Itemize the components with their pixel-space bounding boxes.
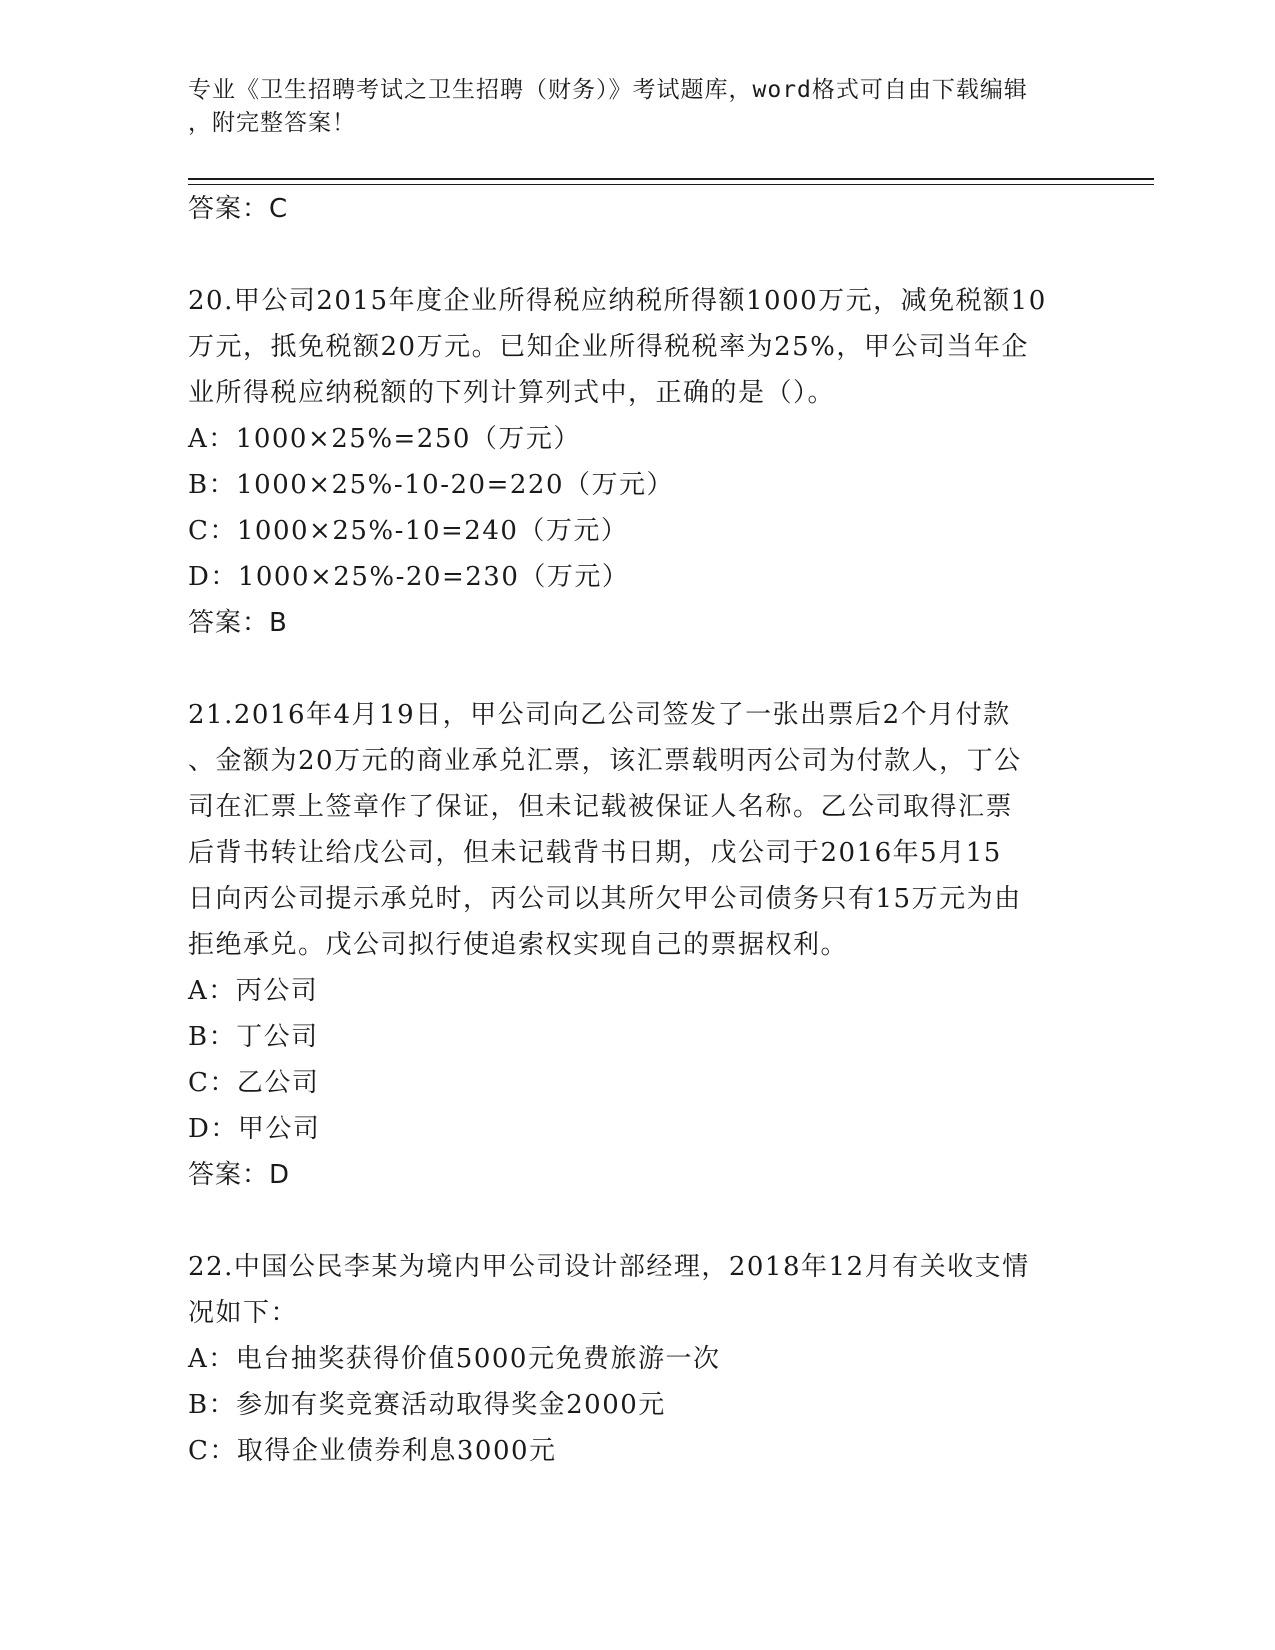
question-20-line-3: 业所得税应纳税额的下列计算列式中，正确的是（）。 <box>188 378 836 408</box>
header-line-2: ，附完整答案！ <box>188 110 356 136</box>
question-21-line-2: 、金额为20万元的商业承兑汇票，该汇票载明丙公司为付款人，丁公 <box>188 746 1022 776</box>
header-rule-thin <box>188 184 1154 185</box>
question-21-option-a: A：丙公司 <box>188 976 319 1006</box>
question-21-line-1: 21.2016年4月19日，甲公司向乙公司签发了一张出票后2个月付款 <box>188 700 1011 730</box>
question-22-line-2: 况如下： <box>188 1298 299 1328</box>
question-20-answer: 答案：B <box>188 608 288 638</box>
question-21 <box>188 692 1088 1198</box>
question-21-answer: 答案：D <box>188 1160 291 1190</box>
question-22 <box>188 1244 1088 1474</box>
question-21-option-b: B：丁公司 <box>188 1022 319 1052</box>
question-22-line-1: 22.中国公民李某为境内甲公司设计部经理，2018年12月有关收支情 <box>188 1252 1030 1282</box>
header-rule-thick <box>188 178 1154 180</box>
question-20 <box>188 278 1088 646</box>
document-header <box>188 74 1088 140</box>
spacer <box>188 232 1088 278</box>
question-22-option-c: C：取得企业债券利息3000元 <box>188 1436 557 1466</box>
question-20-line-1: 20.甲公司2015年度企业所得税应纳税所得额1000万元，减免税额10 <box>188 286 1047 316</box>
document-body <box>188 186 1088 1474</box>
header-line-1: 专业《卫生招聘考试之卫生招聘（财务）》考试题库，word格式可自由下载编辑 <box>188 77 1028 103</box>
spacer <box>188 646 1088 692</box>
answer-prev: 答案：C <box>188 194 289 224</box>
spacer <box>188 1198 1088 1244</box>
question-20-option-b: B：1000×25%-10-20=220（万元） <box>188 470 674 500</box>
question-21-option-d: D：甲公司 <box>188 1114 321 1144</box>
question-20-line-2: 万元，抵免税额20万元。已知企业所得税税率为25%，甲公司当年企 <box>188 332 1029 362</box>
question-20-option-a: A：1000×25%=250（万元） <box>188 424 581 454</box>
question-21-line-3: 司在汇票上签章作了保证，但未记载被保证人名称。乙公司取得汇票 <box>188 792 1014 822</box>
question-21-line-5: 日向丙公司提示承兑时，丙公司以其所欠甲公司债务只有15万元为由 <box>188 884 1022 914</box>
question-20-option-d: D：1000×25%-20=230（万元） <box>188 562 630 592</box>
question-21-option-c: C：乙公司 <box>188 1068 320 1098</box>
question-22-option-a: A：电台抽奖获得价值5000元免费旅游一次 <box>188 1344 721 1374</box>
question-21-line-4: 后背书转让给戊公司，但未记载背书日期，戊公司于2016年5月15 <box>188 838 1002 868</box>
question-20-option-c: C：1000×25%-10=240（万元） <box>188 516 629 546</box>
question-21-line-6: 拒绝承兑。戊公司拟行使追索权实现自己的票据权利。 <box>188 930 849 960</box>
question-22-option-b: B：参加有奖竞赛活动取得奖金2000元 <box>188 1390 666 1420</box>
